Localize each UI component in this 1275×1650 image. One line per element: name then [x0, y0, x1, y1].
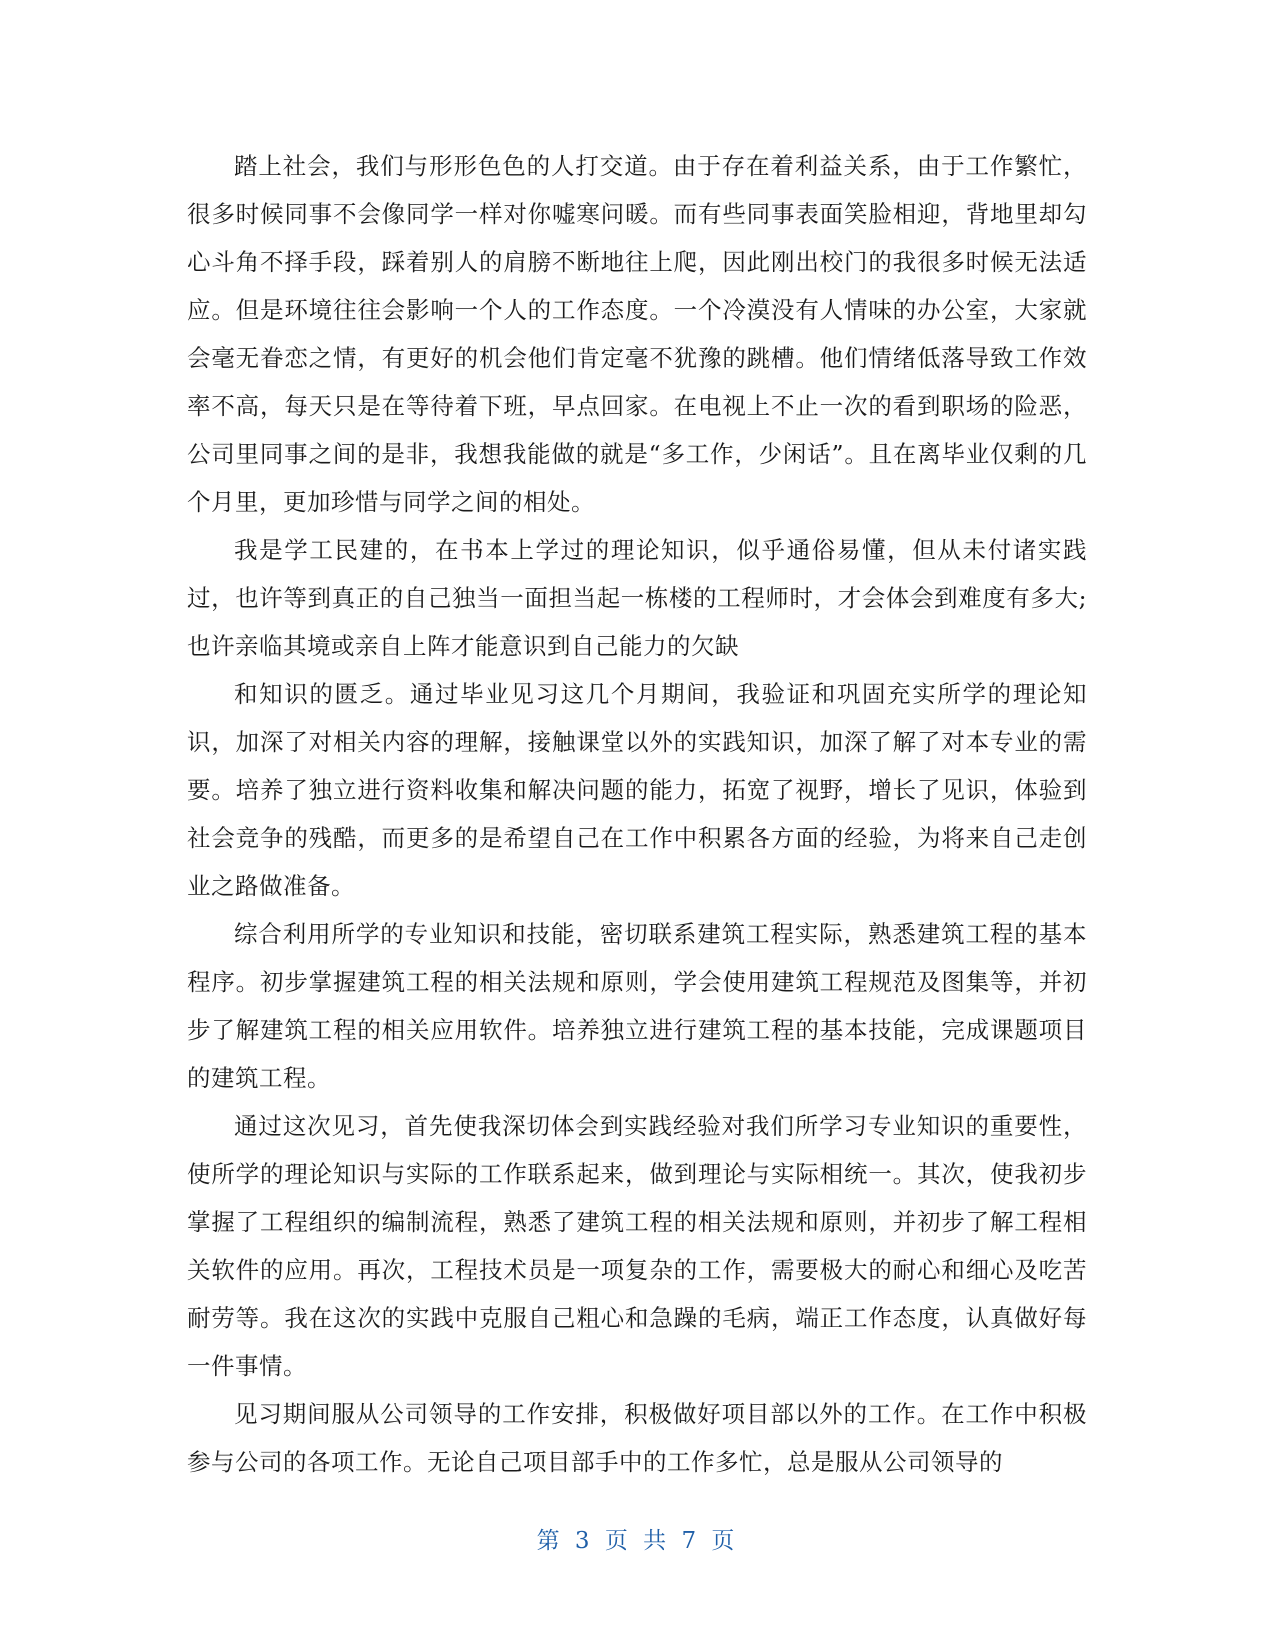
- page-number: 第 3 页 共 7 页: [536, 1528, 739, 1554]
- paragraph-4: 综合利用所学的专业知识和技能，密切联系建筑工程实际，熟悉建筑工程的基本程序。初步掌握建筑工程的相关法规和原则，学会使用建筑工程规范及图集等，并初步了解建筑工程的相关应用软件。培养独立进行建筑工程的基本技能，完成课题项目的建筑工程。: [187, 920, 1087, 1092]
- paragraph-3: 和知识的匮乏。通过毕业见习这几个月期间，我验证和巩固充实所学的理论知识，加深了对相关内容的理解，接触课堂以外的实践知识，加深了解了对本专业的需要。培养了独立进行资料收集和解决问题的能力，拓宽了视野，增长了见识，体验到社会竞争的残酷，而更多的是希望自己在工作中积累各方面的经验，为将来自己走创业之路做准备。: [187, 680, 1087, 900]
- paragraph-5: 通过这次见习，首先使我深切体会到实践经验对我们所学习专业知识的重要性，使所学的理论知识与实际的工作联系起来，做到理论与实际相统一。其次，使我初步掌握了工程组织的编制流程，熟悉了建筑工程的相关法规和原则，并初步了解工程相关软件的应用。再次，工程技术员是一项复杂的工作，需要极大的耐心和细心及吃苦耐劳等。我在这次的实践中克服自己粗心和急躁的毛病，端正工作态度，认真做好每一件事情。: [187, 1112, 1087, 1380]
- paragraph-2: 我是学工民建的，在书本上学过的理论知识，似乎通俗易懂，但从未付诸实践过，也许等到真正的自己独当一面担当起一栋楼的工程师时，才会体会到难度有多大;也许亲临其境或亲自上阵才能意识到自己能力的欠缺: [187, 536, 1087, 660]
- body-text: [187, 142, 1087, 1486]
- paragraph-6: 见习期间服从公司领导的工作安排，积极做好项目部以外的工作。在工作中积极参与公司的各项工作。无论自己项目部手中的工作多忙，总是服从公司领导的: [187, 1400, 1087, 1476]
- paragraph-1: 踏上社会，我们与形形色色的人打交道。由于存在着利益关系，由于工作繁忙，很多时候同事不会像同学一样对你嘘寒问暖。而有些同事表面笑脸相迎，背地里却勾心斗角不择手段，踩着别人的肩膀不断地往上爬，因此刚出校门的我很多时候无法适应。但是环境往往会影响一个人的工作态度。一个冷漠没有人情味的办公室，大家就会毫无眷恋之情，有更好的机会他们肯定毫不犹豫的跳槽。他们情绪低落导致工作效率不高，每天只是在等待着下班，早点回家。在电视上不止一次的看到职场的险恶，公司里同事之间的是非，我想我能做的就是“多工作，少闲话”。且在离毕业仅剩的几个月里，更加珍惜与同学之间的相处。: [187, 152, 1087, 516]
- page-footer: [0, 1522, 1275, 1555]
